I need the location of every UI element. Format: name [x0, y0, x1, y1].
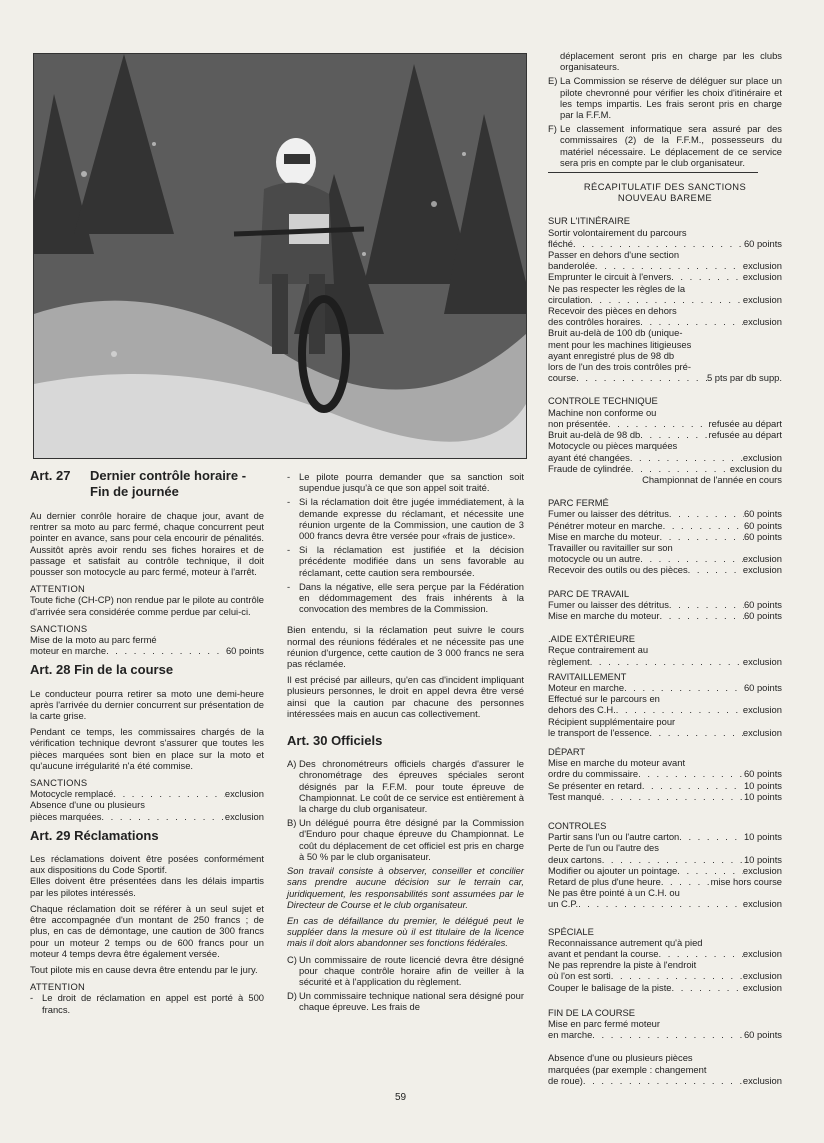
- leader-dots: [677, 865, 743, 876]
- list-item-text: déplacement seront pris en charge par les clubs organisateurs.: [560, 50, 782, 73]
- leader-dots: [659, 948, 743, 959]
- leader-dots: [113, 788, 225, 799]
- leader-dots: [602, 791, 744, 802]
- art30-heading: Art. 30 Officiels: [287, 733, 383, 749]
- leader-dots: [106, 645, 226, 656]
- sanction-label: Modifier ou ajouter un pointage: [548, 864, 678, 876]
- list-item-text: Un commissaire technique national sera désigné pour chaque épreuve. Les frais de: [299, 990, 524, 1013]
- sanction-row: [548, 1075, 782, 1086]
- list-item: [548, 50, 782, 72]
- column-right: [548, 50, 782, 1086]
- sanction-row: [548, 898, 782, 909]
- sanction-label: circulation: [548, 293, 591, 305]
- leader-dots: [661, 876, 711, 887]
- sanction-value: exclusion: [742, 981, 782, 993]
- sanction-line: Ne pas reprendre la piste à l'endroit: [548, 959, 697, 971]
- sanction-row: [548, 610, 782, 621]
- italic-paragraph: Son travail consiste à observer, conseiller et concilier sans prendre aucune décision sur le terrain car, juridiquement, les responsabilités sont assumées par le Directeur de Course et le club organisateur.: [287, 865, 524, 910]
- sanction-label: Moteur en marche: [548, 681, 625, 693]
- list-item: D) Un commissaire technique national sera désigné pour chaque épreuve. Les frais de: [287, 990, 524, 1013]
- sanction-label: où l'on est sorti: [548, 970, 611, 982]
- list-item: - Si la réclamation est justifiée et la décision précédente modifiée dans un sens favorable au réclamant, cette caution sera remboursée.: [287, 544, 524, 578]
- sanction-label: Pénétrer moteur en marche: [548, 519, 663, 531]
- sanction-line: Mise de la moto au parc fermé: [30, 634, 157, 646]
- motorcycle-rider-photo: [33, 53, 527, 459]
- section-heading: CONTROLE TECHNIQUE: [548, 395, 658, 407]
- sanction-value: exclusion: [742, 564, 782, 576]
- sanction-row: [548, 865, 782, 876]
- sanction-label: en marche: [548, 1029, 593, 1041]
- list-item-text: Si la réclamation doit être jugée immédiatement, à la demande expresse du réclamant, et nécessite une réunion urgente de la Commission, une caution de 3 000 francs devra être versée pour «frais de justice».: [299, 496, 524, 542]
- sanction-row: [548, 1029, 782, 1040]
- list-item-text: Le droit de réclamation en appel est porté à 500 francs.: [42, 992, 264, 1015]
- sanction-line: ment pour les machines litigieuses: [548, 338, 692, 350]
- sanction-line: Bruit au-delà de 100 db (unique-: [548, 327, 683, 339]
- sanction-row: [548, 564, 782, 575]
- sanction-row: [548, 876, 782, 887]
- sanction-row: [548, 982, 782, 993]
- sanction-label: Fraude de cylindrée: [548, 462, 631, 474]
- sanction-label: un C.P.: [548, 898, 579, 910]
- divider: [548, 172, 758, 173]
- section-heading: PARC DE TRAVAIL: [548, 587, 630, 599]
- sanction-row: [548, 970, 782, 981]
- sanction-value: exclusion: [742, 864, 782, 876]
- sanction-value: exclusion: [742, 1074, 782, 1086]
- sanction-line: Absence d'une ou plusieurs pièces: [548, 1052, 693, 1064]
- sanction-line: Travailler ou ravitailler sur son: [548, 541, 673, 553]
- sanction-line: Recevoir des pièces en dehors: [548, 305, 677, 317]
- sanction-row: [548, 271, 782, 282]
- sanction-line: Mise en marche du moteur avant: [548, 757, 686, 769]
- section-heading: SUR L'ITINÉRAIRE: [548, 215, 631, 227]
- leader-dots: [660, 610, 744, 621]
- sanction-label: banderolée: [548, 260, 595, 272]
- sanction-line: Championnat de l'année en cours: [642, 473, 782, 485]
- leader-dots: [576, 372, 707, 383]
- column-left: [30, 466, 264, 1018]
- leader-dots: [590, 294, 743, 305]
- leader-dots: [669, 599, 744, 610]
- leader-dots: [583, 1075, 743, 1086]
- list-item: E) La Commission se réserve de déléguer sur place un pilote chevronné pour vérifier les choix d'itinéraire et les temps impartis. Les frais seront pris en charge par la F.F.M.: [548, 75, 782, 121]
- list-item: - Le droit de réclamation en appel est porté à 500 francs.: [30, 992, 264, 1015]
- sanction-value: 60 points: [743, 681, 782, 693]
- sanction-label: le transport de l'essence: [548, 726, 650, 738]
- sanction-row: [548, 418, 782, 429]
- sanction-row: [30, 645, 264, 656]
- leader-dots: [101, 811, 225, 822]
- list-item-text: La Commission se réserve de déléguer sur place un pilote chevronné pour vérifier les choix d'itinéraire et les temps impartis. Les frais seront pris en charge par la F.F.M.: [560, 75, 782, 121]
- list-item-text: Un délégué pourra être désigné par la Commission d'Enduro pour chaque épreuve du Championnat. Le coût du déplacement de cet officiel est pris en charge à 50 % par le club organisateur.: [299, 817, 524, 862]
- sanction-label: non présentée: [548, 417, 608, 429]
- sanction-value: 5 pts par db supp.: [706, 372, 782, 384]
- sanction-value: exclusion: [742, 655, 782, 667]
- list-item: C) Un commissaire de route licencié devra être désigné pour chaque contrôle horaire afin de veiller à la sécurité et à l'application du règlement.: [287, 953, 524, 987]
- leader-dots: [602, 854, 744, 865]
- sanction-label: course: [548, 372, 577, 384]
- art27-title: Dernier contrôle horaire - Fin de journée: [90, 468, 247, 499]
- sanction-value: exclusion: [742, 293, 782, 305]
- sanction-label: Fumer ou laisser des détritus: [548, 508, 669, 520]
- sanction-value: refusée au départ: [708, 417, 782, 429]
- leader-dots: [611, 970, 743, 981]
- sanction-value: 10 points: [743, 779, 782, 791]
- list-item: F) Le classement informatique sera assuré par des commissaires (2) de la F.F.M., possesseurs du matériel nécessaire. Le déplacement de ce service sera pris en compte par le club organisateur.: [548, 123, 782, 168]
- sanction-line: Mise en parc fermé moteur: [548, 1018, 661, 1030]
- sanction-label: deux cartons: [548, 853, 602, 865]
- recap-title: RÉCAPITULATIF DES SANCTIONS: [583, 181, 747, 193]
- sanction-value: exclusion: [224, 810, 264, 822]
- sanction-row: [548, 452, 782, 463]
- sanction-label: Motocycle remplacé: [30, 788, 114, 800]
- sanction-label: Bruit au-delà de 98 db: [548, 429, 641, 441]
- sanction-value: refusée au départ: [708, 429, 782, 441]
- photo-illustration: [34, 54, 526, 458]
- sanction-row: [548, 780, 782, 791]
- sanction-value: 60 points: [743, 530, 782, 542]
- sanction-value: exclusion: [742, 260, 782, 272]
- sanction-line: ayant enregistré plus de 98 db: [548, 349, 675, 361]
- sanction-line: Reçue contrairement au: [548, 644, 649, 656]
- leader-dots: [640, 429, 708, 440]
- sanction-label: Mise en marche du moteur: [548, 530, 660, 542]
- sanction-label: Emprunter le circuit à l'envers: [548, 271, 672, 283]
- sanction-label: Se présenter en retard: [548, 779, 642, 791]
- list-item: - Si la réclamation doit être jugée immédiatement, à la demande expresse du réclamant, et nécessite une réunion urgente de la Commission, une caution de 3 000 francs devra être versée pour «frais de justice».: [287, 496, 524, 542]
- leader-dots: [649, 727, 743, 738]
- art27-number: Art. 27: [30, 468, 71, 483]
- sanction-label: de roue): [548, 1074, 583, 1086]
- sanction-label: pièces marquées: [30, 810, 102, 822]
- sanction-row: [548, 682, 782, 693]
- sanction-row: [548, 727, 782, 738]
- section-heading: RAVITAILLEMENT: [548, 670, 627, 682]
- art28-paragraph-2: Pendant ce temps, les commissaires chargés de la vérification technique devront s'assurer que toutes les pièces marquées sont bien en place sur la moto et qu'aucune irrégularité n'a été commise.: [30, 726, 264, 771]
- list-item-text: Le pilote pourra demander que sa sanction soit supendue jusqu'à ce que son appel soit traité.: [299, 471, 524, 494]
- leader-dots: [616, 704, 743, 715]
- sanction-value: exclusion: [742, 970, 782, 982]
- sanction-value: 60 points: [743, 508, 782, 520]
- section-heading: SPÉCIALE: [548, 925, 594, 937]
- attention-heading: ATTENTION: [30, 583, 86, 595]
- sanction-label: dehors des C.H.: [548, 704, 616, 716]
- section-heading: FIN DE LA COURSE: [548, 1006, 635, 1018]
- paragraph: Bien entendu, si la réclamation peut suivre le cours normal des réunions fédérales et ne nécessite pas une réunion d'urgence, cette caution de 3 000 francs ne sera pas réclamée.: [287, 624, 524, 670]
- sanction-label: moteur en marche: [30, 645, 107, 657]
- leader-dots: [624, 682, 744, 693]
- sanction-row: [548, 531, 782, 542]
- sanction-label: Couper le balisage de la piste: [548, 981, 672, 993]
- sanction-label: Mise en marche du moteur: [548, 609, 660, 621]
- sanction-line: Effectué sur le parcours en: [548, 693, 660, 705]
- sanction-label: Partir sans l'un ou l'autre carton: [548, 831, 680, 843]
- paragraph: Il est précisé par ailleurs, qu'en cas d'incident impliquant plusieurs personnes, le droit en appel devra être versé ainsi que la caution par chacune des personnes intéressées mais en aucun cas collectivement.: [287, 674, 524, 719]
- list-item-text: Des chronométreurs officiels chargés d'assurer le chronométrage des épreuves spéciales seront désignés par la F.F.M. pour toute épreuve de Championnat. Le coût de ce service est entièrement à la charge du club organisateur.: [299, 758, 524, 815]
- sanction-row: [548, 656, 782, 667]
- leader-dots: [671, 271, 743, 282]
- leader-dots: [642, 780, 744, 791]
- sanction-value: exclusion: [742, 316, 782, 328]
- sanctions-heading: SANCTIONS: [30, 622, 88, 634]
- list-item-text: Dans la négative, elle sera perçue par la Fédération en dédommagement des frais inhérents à la convocation des membres de la Commission.: [299, 580, 524, 615]
- sanction-label: motocycle ou un autre: [548, 553, 641, 565]
- leader-dots: [590, 656, 743, 667]
- column-middle: [287, 471, 524, 1016]
- leader-dots: [660, 531, 744, 542]
- sanction-label: des contrôles horaires: [548, 316, 641, 328]
- leader-dots: [672, 982, 743, 993]
- list-item: - Le pilote pourra demander que sa sanction soit supendue jusqu'à ce que son appel soit traité.: [287, 471, 524, 494]
- sanction-label: Test manqué: [548, 790, 602, 802]
- art28-paragraph-1: Le conducteur pourra retirer sa moto une demi-heure après l'arrivée du dernier concurrent sur présentation de la carte grise.: [30, 687, 264, 722]
- art29-paragraph-4: Tout pilote mis en cause devra être entendu par le jury.: [30, 963, 258, 975]
- sanction-line: marquées (par exemple : changement: [548, 1063, 707, 1075]
- sanction-row: [548, 508, 782, 519]
- sanction-value: exclusion: [742, 451, 782, 463]
- sanction-value: 10 points: [743, 790, 782, 802]
- sanction-row: [548, 260, 782, 271]
- list-item: A) Des chronométreurs officiels chargés d'assurer le chronométrage des épreuves spéciales seront désignés par la F.F.M. pour toute épreuve de Championnat. Le coût de ce service est entièrement à la charge du club organisateur.: [287, 758, 524, 815]
- page-number: 59: [395, 1092, 407, 1103]
- sanction-row: [548, 316, 782, 327]
- attention-text: Toute fiche (CH-CP) non rendue par le pilote au contrôle d'arrivée sera considérée comme perdue par celui-ci.: [30, 594, 264, 617]
- sanction-value: exclusion: [224, 788, 264, 800]
- sanction-row: [548, 294, 782, 305]
- art28-heading: Art. 28 Fin de la course: [30, 662, 174, 678]
- leader-dots: [638, 768, 744, 779]
- sanction-value: exclusion: [742, 726, 782, 738]
- sanction-row: [548, 599, 782, 610]
- attention-heading: ATTENTION: [30, 981, 86, 993]
- sanction-row: [548, 429, 782, 440]
- sanction-line: Reconnaissance autrement qu'à pied: [548, 936, 703, 948]
- sanction-label: Retard de plus d'une heure: [548, 876, 661, 887]
- sanction-label: règlement: [548, 655, 590, 667]
- sanction-line: Ne pas respecter les règles de la: [548, 282, 686, 294]
- list-item-text: Un commissaire de route licencié devra être désigné pour chaque contrôle horaire afin de veiller à la sécurité et à l'application du règlement.: [299, 953, 524, 987]
- sanction-value: 10 points: [743, 853, 782, 865]
- sanction-value: 60 points: [743, 237, 782, 249]
- section-heading: DÉPART: [548, 745, 586, 757]
- sanction-label: Recevoir des outils ou des pièces: [548, 564, 688, 576]
- leader-dots: [631, 463, 730, 474]
- art29-paragraph-3: Chaque réclamation doit se référer à un seul sujet et être accompagnée d'un montant de 250 francs ; de plus, en cas de démontage, une caution de 300 francs pour un moteur 2 temps ou de 600 francs pour un moteur 4 temps devra être également versée.: [30, 902, 264, 959]
- sanction-row: [548, 372, 782, 383]
- sanction-row: [548, 791, 782, 802]
- sanction-value: 60 points: [743, 609, 782, 621]
- sanction-value: 60 points: [743, 519, 782, 531]
- sanction-value: exclusion: [742, 271, 782, 283]
- leader-dots: [640, 553, 743, 564]
- art27-paragraph: Au dernier conrôle horaire de chaque jour, avant de rentrer sa moto au parc fermé, chaque concurrent peut pointer en avance, sans pour cela encourir de pénalités. Aussitôt après avoir rendu ses fiches horaires et de passage et satisfait au contrôle technique, il doit pousser son motocycle au parc fermé, moteur à l'arrêt.: [30, 510, 264, 578]
- leader-dots: [578, 898, 743, 909]
- leader-dots: [688, 564, 743, 575]
- art29-paragraph-2: Elles doivent être présentées dans les délais impartis par les pilotes intéressés.: [30, 875, 264, 898]
- sanction-line: Ne pas être pointé à un C.H. ou: [548, 887, 680, 899]
- sanction-line: Sortir volontairement du parcours: [548, 226, 687, 238]
- list-item: - Dans la négative, elle sera perçue par la Fédération en dédommagement des frais inhérents à la convocation des membres de la Commission.: [287, 580, 524, 615]
- sanction-value: exclusion: [742, 553, 782, 565]
- art27-heading: [30, 468, 264, 500]
- list-item-text: Si la réclamation est justifiée et la décision précédente modifiée dans un sens favorable au réclamant, cette caution sera remboursée.: [299, 544, 524, 578]
- italic-paragraph: En cas de défaillance du premier, le délégué peut le suppléer dans la mesure où il est titulaire de la licence mais il doit alors abandonner ses fonctions fédérales.: [287, 914, 524, 949]
- sanction-line: Passer en dehors d'une section: [548, 249, 680, 261]
- sanction-label: ordre du commissaire: [548, 768, 639, 780]
- sanction-row: [548, 553, 782, 564]
- sanction-value: mise hors course: [710, 876, 782, 887]
- sanction-row: [30, 788, 264, 799]
- sanction-value: 10 points: [743, 831, 782, 843]
- sanction-value: 60 points: [743, 598, 782, 610]
- sanction-label: avant et pendant la course: [548, 948, 659, 960]
- sanction-value: exclusion du: [729, 462, 782, 474]
- list-item: B) Un délégué pourra être désigné par la Commission d'Enduro pour chaque épreuve du Championnat. Le coût du déplacement de cet officiel est pris en charge à 50 % par le club organisateur.: [287, 817, 524, 862]
- sanction-row: [548, 238, 782, 249]
- recap-subtitle: NOUVEAU BAREME: [617, 192, 713, 204]
- sanction-row: [548, 831, 782, 842]
- leader-dots: [630, 452, 743, 463]
- sanction-row: [548, 948, 782, 959]
- sanction-line: Perte de l'un ou l'autre des: [548, 842, 659, 854]
- leader-dots: [592, 1029, 744, 1040]
- section-heading: CONTROLES: [548, 819, 607, 831]
- leader-dots: [608, 418, 709, 429]
- sanction-line: Absence d'une ou plusieurs: [30, 799, 145, 811]
- leader-dots: [595, 260, 743, 271]
- leader-dots: [640, 316, 743, 327]
- sanction-row: [30, 811, 264, 822]
- sanction-line: Motocycle ou pièces marquées: [548, 440, 678, 452]
- sanction-row: [548, 463, 782, 474]
- sanction-line: Récipient supplémentaire pour: [548, 715, 676, 727]
- sanction-value: exclusion: [742, 898, 782, 910]
- sanction-value: exclusion: [742, 948, 782, 960]
- art29-heading: Art. 29 Réclamations: [30, 827, 159, 843]
- sanction-value: exclusion: [742, 704, 782, 716]
- sanction-value: 60 points: [743, 1029, 782, 1041]
- section-heading: PARC FERMÉ: [548, 497, 609, 509]
- sanction-row: [548, 854, 782, 865]
- leader-dots: [669, 508, 744, 519]
- leader-dots: [663, 520, 744, 531]
- section-heading: .AIDE EXTÉRIEURE: [548, 633, 635, 645]
- sanction-row: [548, 520, 782, 531]
- sanction-row: [548, 704, 782, 715]
- art29-paragraph-1: Les réclamations doivent être posées conformément aux dispositions du Code Sportif.: [30, 853, 264, 876]
- sanction-row: [548, 768, 782, 779]
- sanction-label: fléché: [548, 237, 574, 249]
- list-item-text: Le classement informatique sera assuré par des commissaires (2) de la F.F.M., possesseurs du matériel nécessaire. Le déplacement de ce service sera pris en compte par le club organisateur.: [560, 123, 782, 168]
- leader-dots: [573, 238, 744, 249]
- sanction-value: 60 points: [225, 645, 264, 657]
- sanctions-heading: SANCTIONS: [30, 777, 88, 789]
- sanction-line: lors de l'un des trois contrôles pré-: [548, 361, 692, 373]
- leader-dots: [679, 831, 744, 842]
- sanction-line: Machine non conforme ou: [548, 406, 657, 418]
- sanction-value: 60 points: [743, 768, 782, 780]
- sanction-label: ayant été changées: [548, 451, 630, 463]
- sanction-label: Fumer ou laisser des détritus: [548, 598, 669, 610]
